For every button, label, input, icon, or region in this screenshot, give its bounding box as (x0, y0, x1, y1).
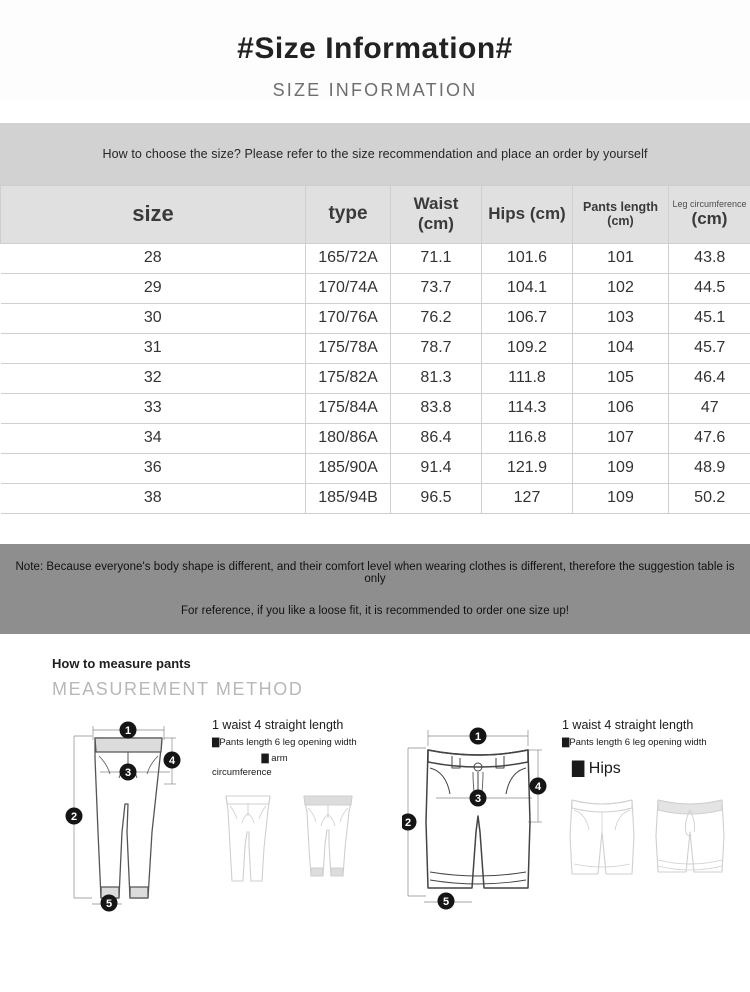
cell-hips: 116.8 (482, 423, 573, 453)
table-row (1, 363, 750, 393)
svg-text:5: 5 (105, 897, 113, 910)
cell-hips: 101.6 (482, 243, 573, 273)
cell-size: 32 (1, 363, 306, 393)
cell-pants-length: 109 (573, 483, 669, 513)
pants-label-line-2 (212, 736, 397, 749)
page-title: #Size Information# (237, 32, 513, 65)
cell-hips: 114.3 (482, 393, 573, 423)
pants-label-line-4: circumference (212, 766, 272, 778)
cell-waist: 78.7 (391, 333, 482, 363)
column-header-leg-circumference-label: Leg circumference (672, 198, 747, 209)
column-header-waist: Waist (cm) (391, 185, 482, 243)
pants-thumbnail-front (212, 786, 284, 886)
cell-pants-length: 104 (573, 333, 669, 363)
column-header-pants-length: Pants length (cm) (573, 185, 669, 243)
cell-size: 30 (1, 303, 306, 333)
table-row (1, 423, 750, 453)
cell-waist: 83.8 (391, 393, 482, 423)
pants-thumbnail-row (212, 786, 397, 886)
pants-label-line-3 (212, 752, 337, 765)
cell-type: 170/74A (306, 273, 391, 303)
diagram-row (52, 712, 750, 912)
pants-label-line-1: 1 waist 4 straight length (212, 717, 344, 732)
pants-label-glyph-2: ▇ (212, 737, 220, 749)
table-row (1, 453, 750, 483)
table-row (1, 273, 750, 303)
shorts-label-line-1: 1 waist 4 straight length (562, 717, 694, 732)
cell-pants-length: 107 (573, 423, 669, 453)
cell-size: 33 (1, 393, 306, 423)
cell-size: 29 (1, 273, 306, 303)
cell-waist: 73.7 (391, 273, 482, 303)
cell-leg-circumference: 43.8 (669, 243, 750, 273)
svg-text:2: 2 (404, 816, 412, 829)
cell-pants-length: 109 (573, 453, 669, 483)
measurement-section (0, 634, 750, 912)
cell-pants-length: 103 (573, 303, 669, 333)
cell-size: 31 (1, 333, 306, 363)
cell-waist: 76.2 (391, 303, 482, 333)
shorts-thumbnail-row (562, 786, 747, 886)
cell-type: 165/72A (306, 243, 391, 273)
cell-size: 34 (1, 423, 306, 453)
shorts-label-line-3-text: Hips (584, 759, 621, 777)
cell-leg-circumference: 44.5 (669, 273, 750, 303)
cell-type: 175/84A (306, 393, 391, 423)
cell-leg-circumference: 45.1 (669, 303, 750, 333)
table-row (1, 483, 750, 513)
cell-type: 175/82A (306, 363, 391, 393)
cell-hips: 106.7 (482, 303, 573, 333)
shorts-thumbnail-front (562, 786, 642, 886)
cell-leg-circumference: 45.7 (669, 333, 750, 363)
cell-pants-length: 105 (573, 363, 669, 393)
cell-leg-circumference: 48.9 (669, 453, 750, 483)
svg-text:3: 3 (474, 792, 482, 805)
info-banner (0, 123, 750, 185)
cell-leg-circumference: 47.6 (669, 423, 750, 453)
svg-text:1: 1 (124, 724, 132, 737)
cell-waist: 71.1 (391, 243, 482, 273)
cell-leg-circumference: 46.4 (669, 363, 750, 393)
page-header (0, 0, 750, 101)
cell-type: 175/78A (306, 333, 391, 363)
cell-type: 170/76A (306, 303, 391, 333)
column-header-hips: Hips (cm) (482, 185, 573, 243)
shorts-label-column (562, 712, 747, 912)
cell-hips: 104.1 (482, 273, 573, 303)
table-row (1, 243, 750, 273)
svg-text:5: 5 (442, 895, 450, 908)
cell-waist: 91.4 (391, 453, 482, 483)
shorts-diagram-group (402, 712, 750, 912)
shorts-thumbnail-drawstring (650, 786, 730, 886)
note-banner (0, 544, 750, 634)
size-table-container (0, 185, 750, 514)
cell-size: 38 (1, 483, 306, 513)
cell-pants-length: 101 (573, 243, 669, 273)
pants-label-column (212, 712, 397, 912)
shorts-label-line-2 (562, 736, 747, 749)
svg-text:2: 2 (70, 810, 78, 823)
cell-hips: 111.8 (482, 363, 573, 393)
cell-hips: 127 (482, 483, 573, 513)
cell-waist: 81.3 (391, 363, 482, 393)
table-row (1, 303, 750, 333)
measurement-subtitle: MEASUREMENT METHOD (52, 678, 304, 699)
cell-leg-circumference: 47 (669, 393, 750, 423)
pants-thumbnail-jogger (292, 786, 364, 886)
pants-label-line-2-text: Pants length 6 leg opening width (219, 737, 357, 749)
table-header-row (1, 185, 750, 243)
pants-label-line-3-text: arm (268, 752, 288, 764)
long-pants-diagram (52, 712, 212, 912)
cell-pants-length: 106 (573, 393, 669, 423)
table-row (1, 393, 750, 423)
size-table-body (1, 243, 750, 513)
cell-hips: 121.9 (482, 453, 573, 483)
shorts-diagram (402, 712, 562, 912)
shorts-figure-column (402, 712, 562, 912)
table-row (1, 333, 750, 363)
cell-pants-length: 102 (573, 273, 669, 303)
svg-text:1: 1 (474, 730, 482, 743)
cell-size: 28 (1, 243, 306, 273)
info-banner-text: How to choose the size? Please refer to the size recommendation and place an order by yourself (102, 146, 648, 161)
pants-diagram-group (52, 712, 402, 912)
svg-text:4: 4 (534, 780, 542, 793)
page-subtitle: SIZE INFORMATION (272, 79, 478, 100)
size-table-header (1, 185, 750, 243)
note-line-2: For reference, if you like a loose fit, it is recommended to order one size up! (180, 604, 570, 617)
shorts-label-glyph-2: ▇ (562, 737, 570, 749)
cell-type: 185/94B (306, 483, 391, 513)
shorts-label-glyph-3: ▇ (572, 757, 585, 777)
cell-hips: 109.2 (482, 333, 573, 363)
shorts-label-line-2-text: Pants length 6 leg opening width (569, 737, 707, 749)
svg-text:3: 3 (124, 766, 132, 779)
column-header-leg-circumference (669, 185, 750, 243)
cell-type: 180/86A (306, 423, 391, 453)
cell-waist: 86.4 (391, 423, 482, 453)
pants-figure-column (52, 712, 212, 912)
cell-type: 185/90A (306, 453, 391, 483)
cell-waist: 96.5 (391, 483, 482, 513)
cell-leg-circumference: 50.2 (669, 483, 750, 513)
size-table (0, 185, 750, 514)
pants-label-glyph-3: ▇ (261, 752, 269, 764)
column-header-type: type (306, 185, 391, 243)
cell-size: 36 (1, 453, 306, 483)
measurement-title: How to measure pants (52, 655, 191, 671)
shorts-label-line-3 (562, 758, 747, 780)
svg-text:4: 4 (168, 754, 176, 767)
column-header-size: size (1, 185, 306, 243)
column-header-leg-circumference-unit: (cm) (691, 209, 728, 229)
note-line-1: Note: Because everyone's body shape is different, and their comfort level when wearing clothes is different, therefore the suggestion table is only (15, 560, 735, 585)
